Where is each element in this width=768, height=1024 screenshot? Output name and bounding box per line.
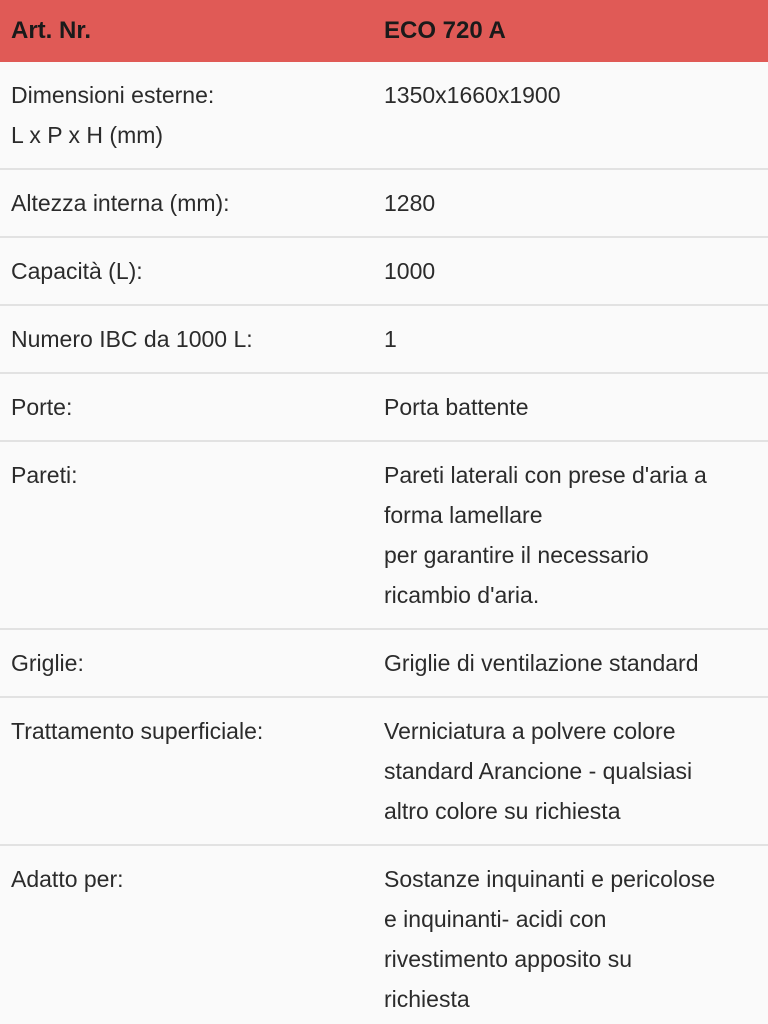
row-label: Altezza interna (mm): — [0, 169, 373, 237]
header-label: Art. Nr. — [11, 17, 92, 44]
header-value: ECO 720 A — [384, 17, 506, 44]
row-value: 1000 — [373, 237, 768, 305]
table-row — [0, 441, 768, 629]
table-row — [0, 305, 768, 373]
row-label: Trattamento superficiale: — [0, 697, 373, 845]
table-header-row — [0, 0, 768, 62]
row-value: Porta battente — [373, 373, 768, 441]
table-row — [0, 845, 768, 1024]
row-value: Verniciatura a polvere colore standard Arancione - qualsiasi altro colore su richiesta — [373, 697, 768, 845]
table-row — [0, 62, 768, 169]
table-row — [0, 629, 768, 697]
table-row — [0, 237, 768, 305]
row-label: Numero IBC da 1000 L: — [0, 305, 373, 373]
row-label: Dimensioni esterne: L x P x H (mm) — [0, 62, 373, 169]
table-row — [0, 697, 768, 845]
row-value: 1 — [373, 305, 768, 373]
table-row — [0, 169, 768, 237]
row-label: Pareti: — [0, 441, 373, 629]
row-label: Capacità (L): — [0, 237, 373, 305]
row-label: Griglie: — [0, 629, 373, 697]
table-row — [0, 373, 768, 441]
row-label: Porte: — [0, 373, 373, 441]
row-label: Adatto per: — [0, 845, 373, 1024]
row-value: 1280 — [373, 169, 768, 237]
row-value: Pareti laterali con prese d'aria a forma lamellare per garantire il necessario ricambio d'aria. — [373, 441, 768, 629]
row-value: Griglie di ventilazione standard — [373, 629, 768, 697]
row-value: 1350x1660x1900 — [373, 62, 768, 169]
row-value: Sostanze inquinanti e pericolose e inquinanti- acidi con rivestimento apposito su richiesta — [373, 845, 768, 1024]
